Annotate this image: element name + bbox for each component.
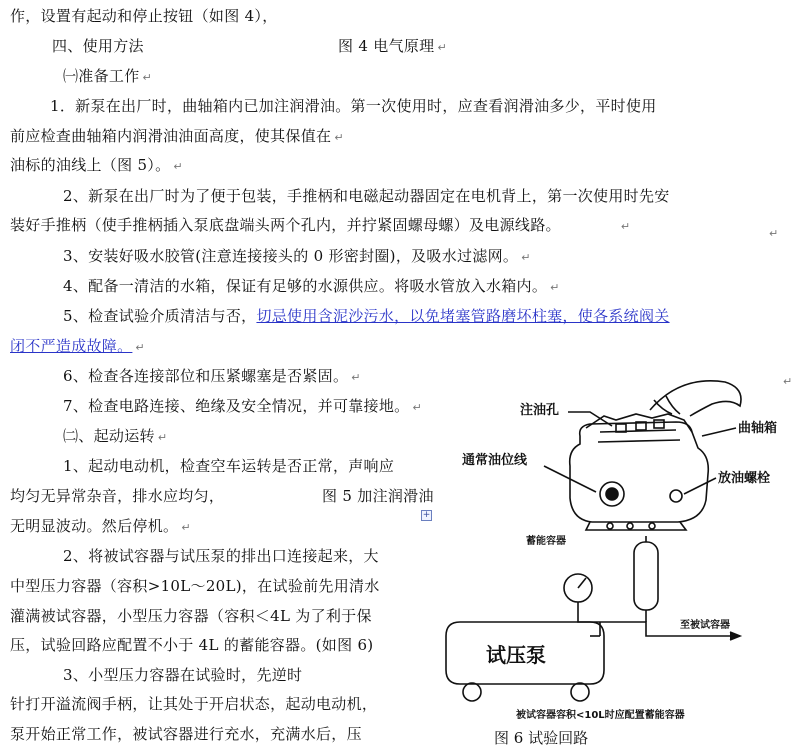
drain-bolt xyxy=(670,490,682,502)
text-line: 泵开始正常工作，被试容器进行充水，充满水后，压 xyxy=(10,725,362,743)
text-line: 油标的油线上（图 5）。 ↵ xyxy=(10,156,183,174)
text-line: 压，试验回路应配置不小于 4L 的蓄能容器。(如图 6) xyxy=(10,636,374,654)
figure-caption: 图 4 电气原理 ↵ xyxy=(338,37,448,55)
label-note: 被试容器容积<10L时应配置蓄能容器 xyxy=(516,710,685,721)
text-line: 3、小型压力容器在试验时，先逆时 xyxy=(63,666,303,684)
label-accumulator: 蓄能容器 xyxy=(526,536,566,547)
wheel xyxy=(571,683,589,701)
section-heading: 四、使用方法 xyxy=(52,37,144,55)
pump-illustration-svg xyxy=(440,370,801,745)
object-anchor-icon[interactable]: + xyxy=(422,510,431,520)
crankcase-body xyxy=(570,422,709,522)
text-line: 4、配备一清洁的水箱，保证有足够的水源供应。将吸水管放入水箱内。 ↵ xyxy=(63,277,560,295)
label-to-vessel: 至被试容器 xyxy=(680,620,730,631)
figure-pump-diagram xyxy=(440,370,801,745)
text-line: 1、起动电动机，检查空车运转是否正常，声响应 xyxy=(63,457,395,475)
figure-caption: 图 5 加注润滑油 xyxy=(322,487,434,505)
paragraph-mark: ↵ xyxy=(783,375,793,388)
hyperlink[interactable]: 闭不严造成故障。 xyxy=(10,337,133,355)
text-line: 5、检查试验介质清洁与否，切忌使用含泥沙污水，以免堵塞管路磨坏柱塞，使各系统阀关 xyxy=(63,307,670,325)
figure-caption: 图 6 试验回路 xyxy=(494,729,589,747)
accumulator-vessel xyxy=(634,542,658,610)
subsection-heading: ㈠准备工作 ↵ xyxy=(63,67,153,85)
wheel xyxy=(463,683,481,701)
label-crankcase: 曲轴箱 xyxy=(738,421,778,436)
text-line: 均匀无异常杂音，排水应均匀， xyxy=(10,487,225,505)
text-line: 2、将被试容器与试压泵的排出口连接起来，大 xyxy=(63,547,379,565)
paragraph-mark: ↵ xyxy=(769,227,779,240)
text-line: 闭不严造成故障。 ↵ xyxy=(10,337,145,355)
hyperlink[interactable]: 切忌使用含泥沙污水，以免堵塞管路磨坏柱塞，使各系统阀关 xyxy=(256,307,670,325)
text-line: 针打开溢流阀手柄，让其处于开启状态，起动电动机， xyxy=(10,695,378,713)
text-line: 灌满被试容器，小型压力容器（容积＜4L 为了利于保 xyxy=(10,607,372,625)
text-line: 无明显波动。然后停机。 ↵ xyxy=(10,517,191,535)
subsection-heading: ㈡、起动运转 ↵ xyxy=(63,427,168,445)
label-pump: 试压泵 xyxy=(486,643,546,667)
label-oil-hole: 注油孔 xyxy=(520,403,560,418)
label-oil-line: 通常油位线 xyxy=(462,453,528,468)
text-line: 2、新泵在出厂时为了便于包装，手推柄和电磁起动器固定在电机背上，第一次使用时先安 xyxy=(63,187,670,205)
hand-icon xyxy=(650,381,741,416)
text-line: 1．新泵在出厂时，曲轴箱内已加注润滑油。第一次使用时，应查看润滑油多少，平时使用 xyxy=(50,97,657,115)
text-line: 3、安装好吸水胶管(注意连接接头的 0 形密封圈)，及吸水过滤网。 ↵ xyxy=(63,247,531,265)
text-line: 中型压力容器（容积>10L～20L)，在试验前先用清水 xyxy=(10,577,380,595)
label-drain-bolt: 放油螺栓 xyxy=(718,471,771,486)
text-line: 7、检查电路连接、绝缘及安全情况，并可靠接地。 ↵ xyxy=(63,397,422,415)
text-line: 6、检查各连接部位和压紧螺塞是否紧固。 ↵ xyxy=(63,367,361,385)
text-line: 作，设置有起动和停止按钮（如图 4）， xyxy=(10,7,278,25)
text-line: 前应检查曲轴箱内润滑油油面高度，使其保值在 ↵ xyxy=(10,127,344,145)
text-line: 装好手推柄（使手推柄插入泵底盘端头两个孔内，并拧紧固螺母螺）及电源线路。 ↵ xyxy=(10,216,631,234)
